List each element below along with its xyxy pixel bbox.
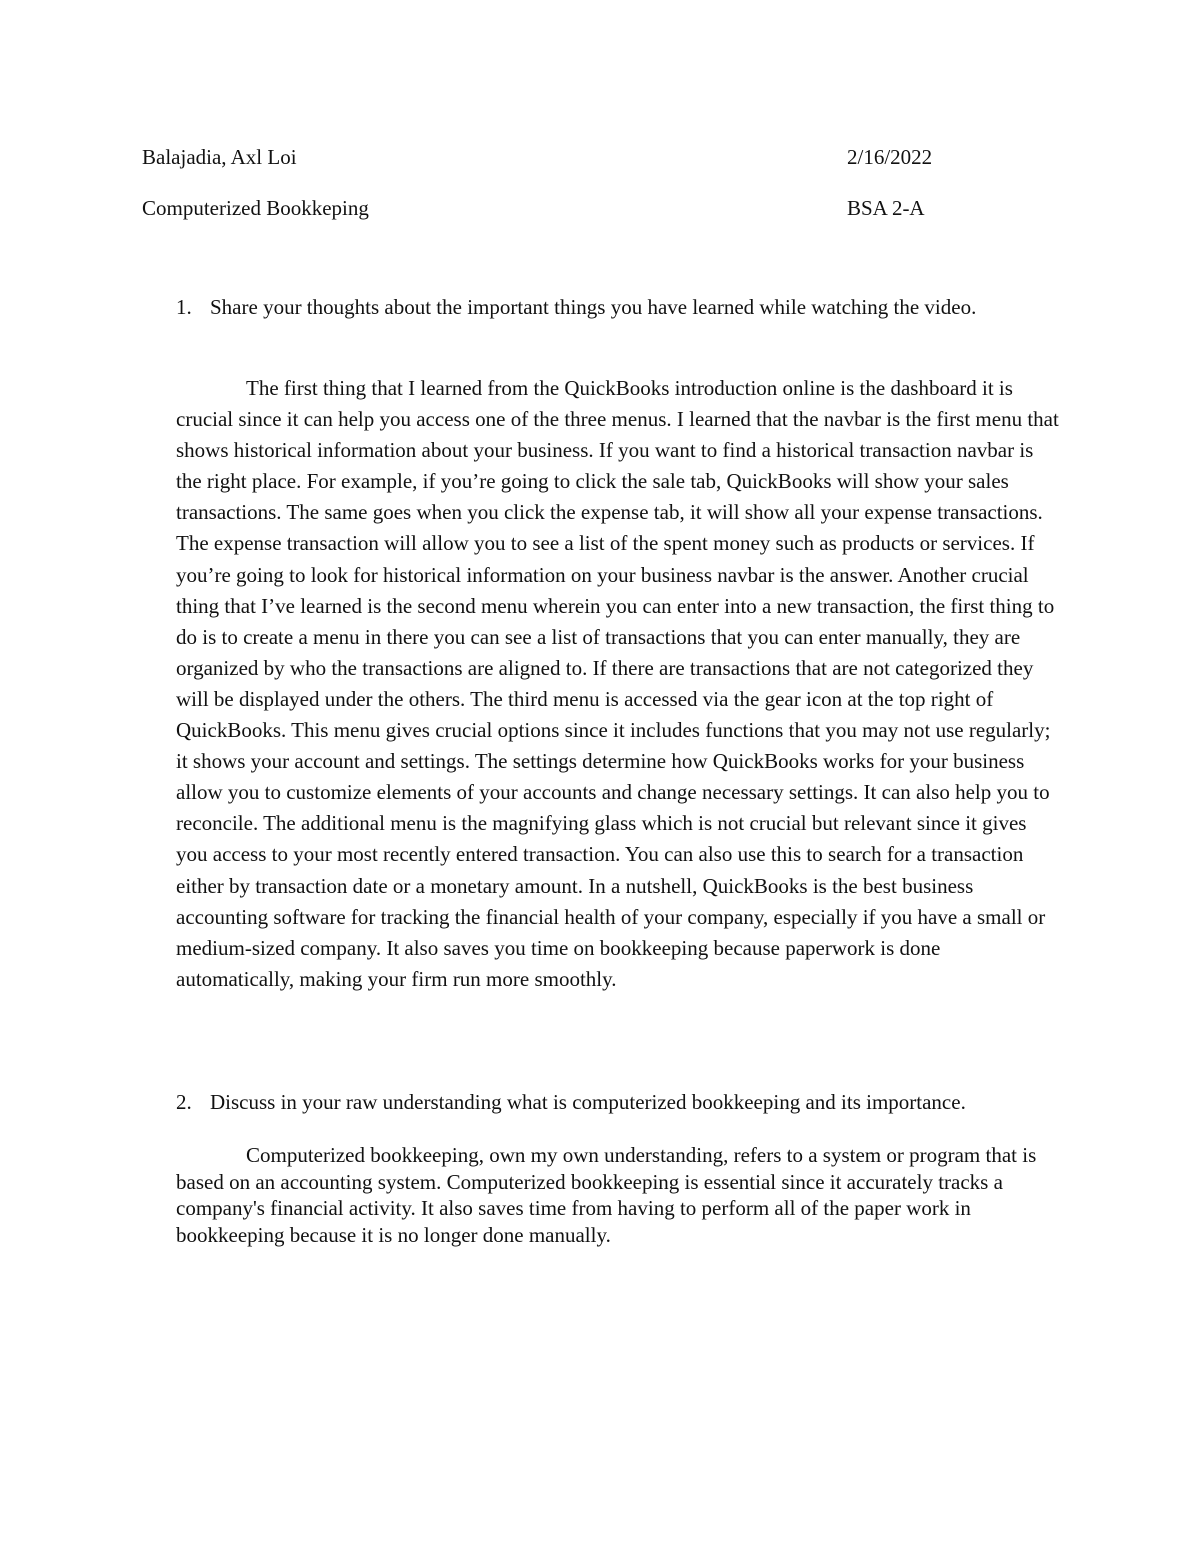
question-text: Discuss in your raw understanding what is computerized bookkeeping and its importance. — [210, 1090, 966, 1114]
header-row-name-date — [142, 141, 942, 173]
answer-2 — [176, 1142, 1062, 1248]
subject-title: Computerized Bookkeping — [142, 196, 369, 220]
header-row-subject-section — [142, 192, 942, 224]
question-text: Share your thoughts about the important things you have learned while watching the video. — [210, 295, 977, 319]
answer-paragraph: The first thing that I learned from the QuickBooks introduction online is the dashboard it is crucial since it can help you access one of the three menus. I learned that the navbar is the first menu that shows historical information about your business. If you want to find a historical transaction navbar is the right place. For example, if you’re going to click the sale tab, QuickBooks will show your sales transactions. The same goes when you click the expense tab, it will show all your expense transactions. The expense transaction will allow you to see a list of the spent money such as products or services. If you’re going to look for historical information on your business navbar is the answer. Another crucial thing that I’ve learned is the second menu wherein you can enter into a new transaction, the first thing to do is to create a menu in there you can see a list of transactions that you can enter manually, they are organized by who the transactions are aligned to. If there are transactions that are not categorized they will be displayed under the others. The third menu is accessed via the gear icon at the top right of QuickBooks. This menu gives crucial options since it includes functions that you may not use regularly; it shows your account and settings. The settings determine how QuickBooks works for your business allow you to customize elements of your accounts and change necessary settings. It can also help you to reconcile. The additional menu is the magnifying glass which is not crucial but relevant since it gives you access to your most recently entered transaction. You can also use this to search for a transaction either by transaction date or a monetary amount. In a nutshell, QuickBooks is the best business accounting software for tracking the financial health of your company, especially if you have a small or medium-sized company. It also saves you time on bookkeeping because paperwork is done automatically, making your firm run more smoothly. — [176, 376, 1059, 991]
student-name: Balajadia, Axl Loi — [142, 145, 297, 169]
document-date: 2/16/2022 — [847, 145, 933, 169]
question-1 — [176, 292, 1036, 322]
answer-1 — [176, 373, 1062, 995]
question-number: 1. — [176, 295, 192, 319]
question-number: 2. — [176, 1090, 192, 1114]
class-section: BSA 2-A — [847, 196, 925, 220]
question-2 — [176, 1087, 1036, 1117]
answer-paragraph: Computerized bookkeeping, own my own understanding, refers to a system or program that is based on an accounting system. Computerized bookkeeping is essential since it accurately tracks a company's financial activity. It also saves time from having to perform all of the paper work in bookkeeping because it is no longer done manually. — [176, 1143, 1037, 1247]
